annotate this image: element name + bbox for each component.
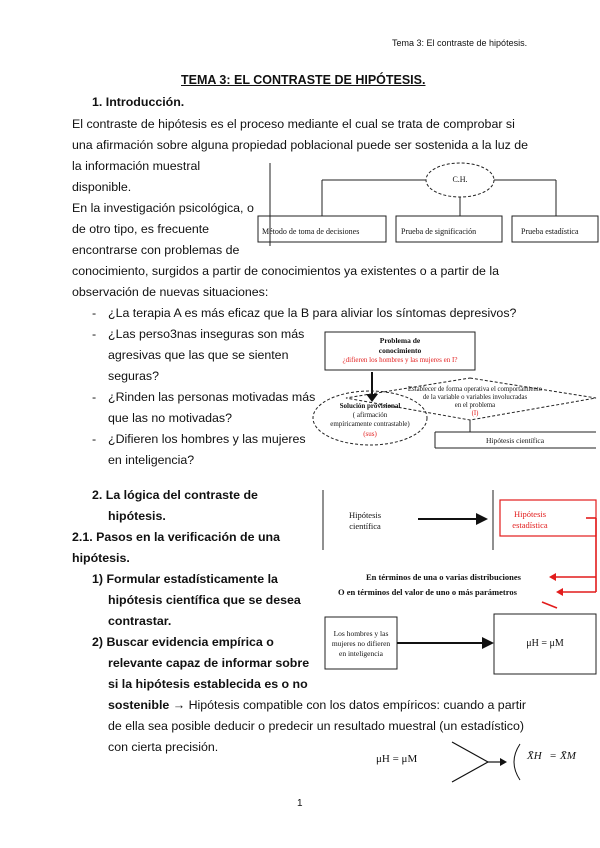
bullet: -	[92, 390, 97, 404]
question-item: ¿Las perso3nas inseguras son más	[108, 327, 305, 341]
paragraph-line: de otro tipo, es frecuente	[72, 222, 210, 236]
ch-node-label: C.H.	[452, 175, 468, 184]
paragraph-line: la información muestral	[72, 159, 201, 173]
parameter-line: O en términos del valor de uno o más parámetros	[338, 587, 517, 597]
formula-right-lhs: X̄H	[527, 750, 542, 762]
distribution-line: En términos de una o varias distribuciones	[366, 572, 521, 582]
problem-box-line: Problema de	[379, 336, 421, 345]
solution-text: Solución provisional	[339, 402, 401, 410]
question-item: seguras?	[108, 369, 159, 383]
page-title: TEMA 3: EL CONTRASTE DE HIPÓTESIS.	[181, 73, 426, 87]
science-box-text: científica	[349, 521, 381, 531]
step-2-line: relevante capaz de informar sobre	[108, 656, 310, 670]
page-number: 1	[297, 798, 303, 809]
women-box-text: en inteligencia	[339, 649, 383, 658]
paragraph-line: disponible.	[72, 180, 132, 194]
subsection-heading: 2.1. Pasos en la verificación de una	[72, 530, 280, 544]
diamond-text: en el problema	[454, 402, 496, 409]
bracket-curve	[452, 742, 488, 762]
problem-box-red: ¿difieren los hombres y las mujeres en I?	[342, 356, 458, 364]
women-box-text: mujeres no difieren	[331, 639, 391, 648]
paragraph-line: En la investigación psicológica, o	[72, 201, 254, 215]
science-box-text: Hipótesis	[348, 510, 382, 520]
solution-text: ( afirmación	[352, 411, 388, 419]
ch-label: Prueba de significación	[401, 227, 477, 236]
question-item: que las no motivadas?	[108, 411, 232, 425]
step-1-line: contrastar.	[108, 614, 172, 628]
question-item: ¿La terapia A es más eficaz que la B para aliviar los síntomas depresivos?	[108, 306, 517, 320]
section-2-heading-cont: hipótesis.	[108, 509, 166, 523]
step-1-line: hipótesis científica que se desea	[108, 593, 301, 607]
mu-equation: μH = μM	[526, 638, 564, 649]
diamond-text: de la variable o variables involucradas	[422, 394, 528, 401]
ch-label: Método de toma de decisiones	[262, 227, 360, 236]
formula-left: μH = μM	[376, 753, 418, 765]
formula-equals: =	[550, 750, 557, 762]
running-header: Tema 3: El contraste de hipótesis.	[392, 38, 528, 48]
bracket-curve	[452, 762, 488, 782]
step-2-rest: → Hipótesis compatible con los datos empíricos: cuando a partir	[169, 698, 527, 712]
arrow-head	[500, 758, 507, 766]
step-2: 2) Buscar evidencia empírica o	[92, 635, 274, 649]
paragraph-line: una afirmación sobre alguna propiedad poblacional puede ser sostenida a la luz de	[72, 138, 529, 152]
solution-text: empíricamente contrastable)	[330, 420, 410, 428]
paragraph-line: encontrarse con problemas de	[72, 243, 240, 257]
women-box-text: Los hombres y las	[333, 629, 389, 638]
section-1-heading: 1. Introducción.	[92, 95, 185, 109]
ch-label: Prueba estadística	[521, 227, 579, 236]
problem-box-line: conocimiento	[378, 346, 422, 355]
paragraph-line: conocimiento, surgidos a partir de conocimientos ya existentes o a partir de la	[72, 264, 500, 278]
diamond-red: (I)	[471, 410, 479, 417]
question-item: agresivas que las que se sienten	[108, 348, 289, 362]
bullet: -	[92, 306, 97, 320]
question-item: en inteligencia?	[108, 453, 195, 467]
step-2-line: si la hipótesis establecida es o no	[108, 677, 308, 691]
paragraph-line: El contraste de hipótesis es el proceso mediante el cual se trata de comprobar si	[72, 117, 515, 131]
statistical-box-text: estadística	[512, 520, 548, 530]
paragraph-line: observación de nuevas situaciones:	[72, 285, 269, 299]
formula-right-rhs: X̄M	[560, 750, 576, 762]
statistical-box-text: Hipótesis	[513, 509, 547, 519]
solution-red: (sus)	[363, 430, 377, 438]
step-1: 1) Formular estadísticamente la	[92, 572, 278, 586]
paren-curve	[514, 744, 520, 780]
subsection-heading-cont: hipótesis.	[72, 551, 130, 565]
question-item: ¿Rinden las personas motivadas más	[108, 390, 316, 404]
question-item: ¿Difieren los hombres y las mujeres	[108, 432, 306, 446]
step-2-bold-word: sostenible	[108, 698, 170, 712]
bullet: -	[92, 327, 97, 341]
bullet: -	[92, 432, 97, 446]
hypothesis-footer: Hipótesis científica	[485, 436, 545, 445]
closing-line: de ella sea posible deducir o predecir un resultado muestral (un estadístico)	[108, 719, 525, 733]
section-2-heading: 2. La lógica del contraste de	[92, 488, 258, 502]
diamond-text: Establecer de forma operativa el comportamiento	[407, 386, 543, 393]
closing-line: con cierta precisión.	[108, 740, 219, 754]
